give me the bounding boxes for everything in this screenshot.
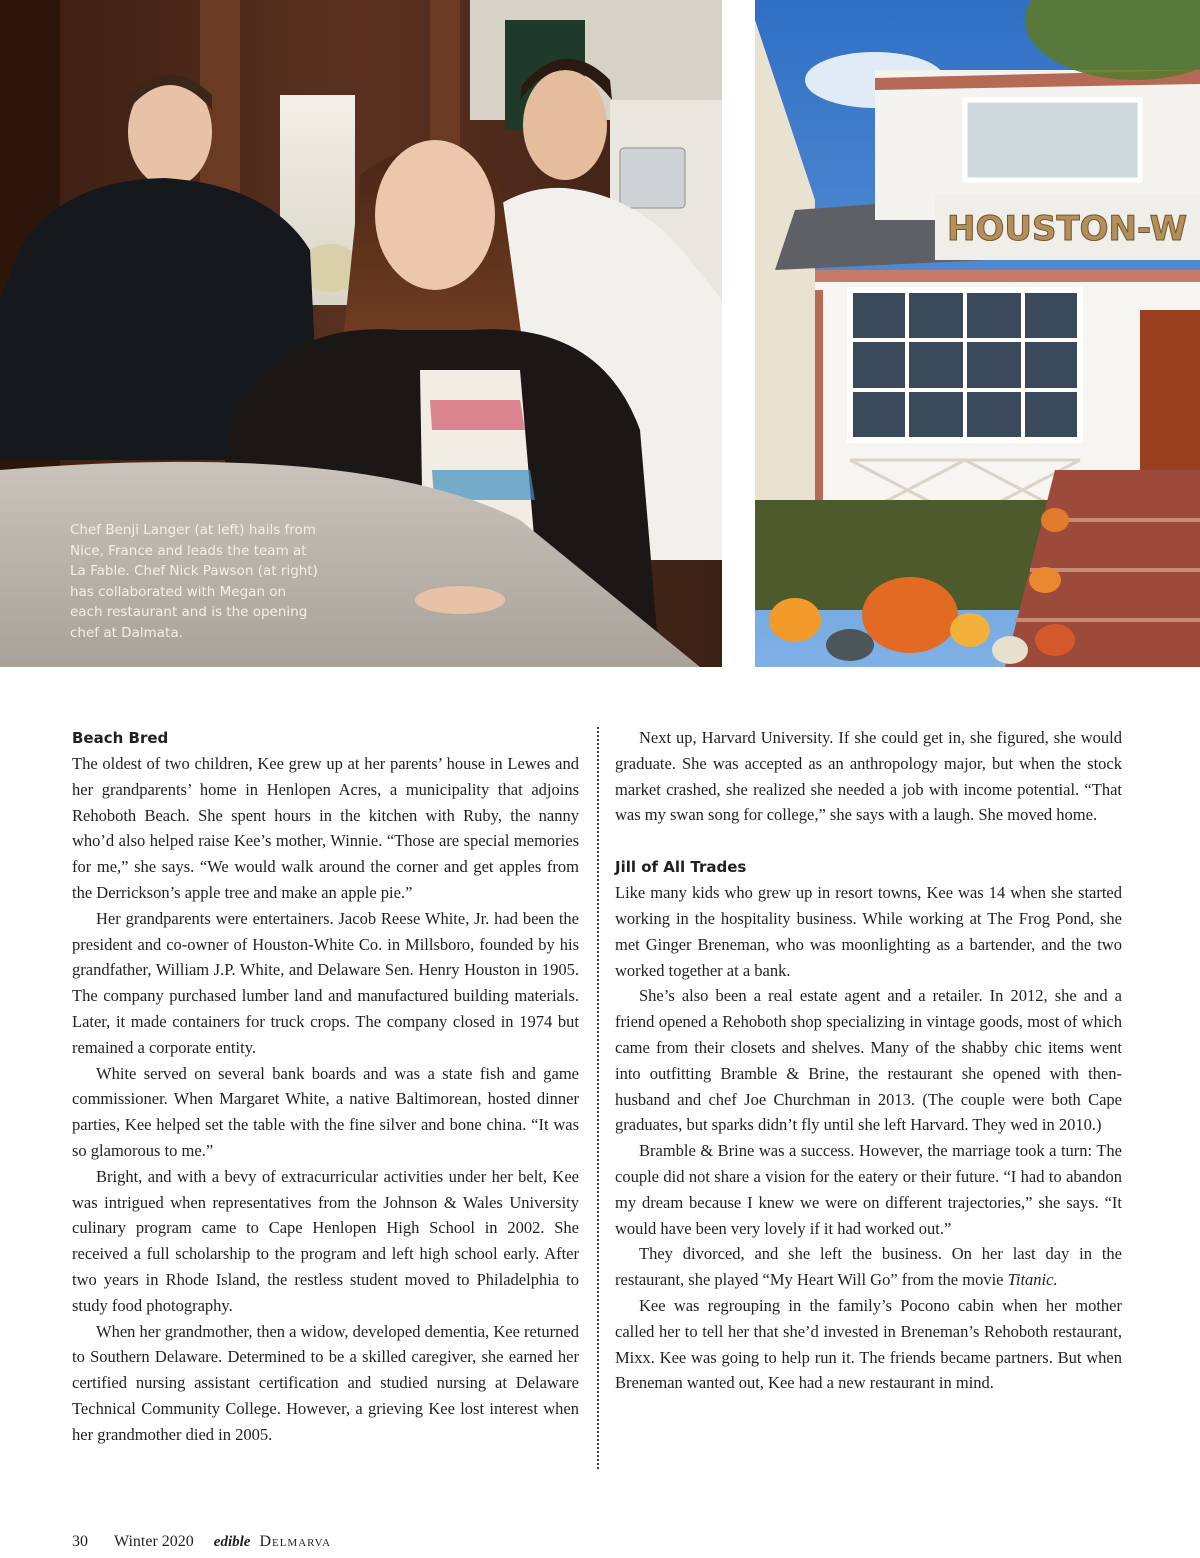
article-paragraph: Next up, Harvard University. If she could get in, she figured, she would graduate. She was accepted as an anthropology major, but when the stock market crashed, she realized she needed a job with income potential. “That was my swan song for college,” she says with a laugh. She moved home. xyxy=(615,728,1122,825)
article-paragraph: When her grandmother, then a widow, developed dementia, Kee returned to Southern Delaware. Determined to be a skilled caregiver, she earned her certified nursing assistant certification and studied nursing at Delaware Technical Community College. However, a grieving Kee lost interest when her grandmother died in 2005. xyxy=(72,1321,579,1444)
chefs-photo xyxy=(0,0,722,667)
article-paragraph xyxy=(615,1241,1122,1293)
article-paragraph: She’s also been a real estate agent and a retailer. In 2012, she and a friend opened a Rehoboth shop specializing in vintage goods, most of which came from their closets and shelves. Many of the shabby chic items went into outfitting Bramble & Brine, the restaurant she opened with then-husband and chef Joe Churchman in 2013. (The couple were both Cape graduates, but sparks didn’t fly until she left Harvard. They wed in 2010.) xyxy=(615,986,1122,1135)
section-heading: Jill of All Trades xyxy=(615,858,747,877)
caption-line: La Fable. Chef Nick Pawson (at right) xyxy=(70,563,318,579)
magazine-name-prefix: edible xyxy=(213,1534,251,1550)
caption-line: each restaurant and is the opening xyxy=(70,604,308,620)
caption-line: Nice, France and leads the team at xyxy=(70,542,307,559)
caption-line: Chef Benji Langer (at left) hails from xyxy=(70,522,316,538)
article-paragraph: Like many kids who grew up in resort towns, Kee was 14 when she started working in the hospitality business. While working at The Frog Pond, she met Ginger Breneman, who was moonlighting as a bartender, and the two worked together at a bank. xyxy=(615,883,1122,980)
article-paragraph: Bright, and with a bevy of extracurricular activities under her belt, Kee was intrigued when representatives from the Johnson & Wales University culinary program came to Cape Henlopen High School in 2002. She received a full scholarship to the program and left high school early. After two years in Rhode Island, the restless student moved to Philadelphia to study food photography. xyxy=(72,1166,579,1315)
caption-line: has collaborated with Megan on xyxy=(70,583,287,600)
article-paragraph: Kee was regrouping in the family’s Pocono cabin when her mother called her to tell her that she’d invested in Breneman’s Rehoboth restaurant, Mixx. Kee was going to help run it. The friends became partners. But when Breneman wanted out, Kee had a new restaurant in mind. xyxy=(615,1295,1122,1393)
page-number: 30 xyxy=(72,1533,88,1550)
restaurant-building-photo xyxy=(755,0,1200,667)
article-paragraph: Her grandparents were entertainers. Jacob Reese White, Jr. had been the president and co-owner of Houston-White Co. in Millsboro, founded by his grandfather, William J.P. White, and Delaware Sen. Henry Houston in 1905. The company purchased lumber land and manufactured building materials. Later, it made containers for truck crops. The company closed in 1974 but remained a corporate entity. xyxy=(72,908,579,1057)
column-divider xyxy=(597,727,599,1469)
article-paragraph: The oldest of two children, Kee grew up at her parents’ house in Lewes and her grandparents’ home in Henlopen Acres, a municipality that adjoins Rehoboth Beach. She spent hours in the kitchen with Ruby, the nanny who’d also helped raise Kee’s mother, Winnie. “Those are special memories for me,” she says. “We would walk around the corner and get apples from the Derrickson’s apple tree and make an apple pie.” xyxy=(72,754,579,902)
photo-caption xyxy=(70,520,320,643)
section-heading: Beach Bred xyxy=(72,729,169,747)
article-column-right xyxy=(615,725,1122,1396)
magazine-name: Delmarva xyxy=(259,1533,332,1550)
caption-line: chef at Dalmata. xyxy=(70,624,183,641)
paragraph-text: They divorced, and she left the business. On her last day in the restaurant, she played “My Heart Will Go” from the movie xyxy=(615,1244,1122,1290)
page-footer xyxy=(72,1532,331,1552)
article-paragraph: White served on several bank boards and was a state fish and game commissioner. When Margaret White, a native Baltimorean, hosted dinner parties, Kee helped set the table with the fine silver and bone china. “It was so glamorous to me.” xyxy=(72,1063,579,1160)
article-paragraph: Bramble & Brine was a success. However, the marriage took a turn: The couple did not share a vision for the eatery or their future. “I had to abandon my dream because I knew we were on different trajectories,” she says. “It would have been very lovely if it had worked out.” xyxy=(615,1141,1122,1238)
building-sign: HOUSTON-W xyxy=(947,209,1188,249)
restaurant-building-illustration xyxy=(755,0,1200,667)
issue-label: Winter 2020 xyxy=(114,1533,194,1550)
article-column-left xyxy=(72,725,579,1448)
movie-title: Titanic. xyxy=(1007,1270,1058,1290)
